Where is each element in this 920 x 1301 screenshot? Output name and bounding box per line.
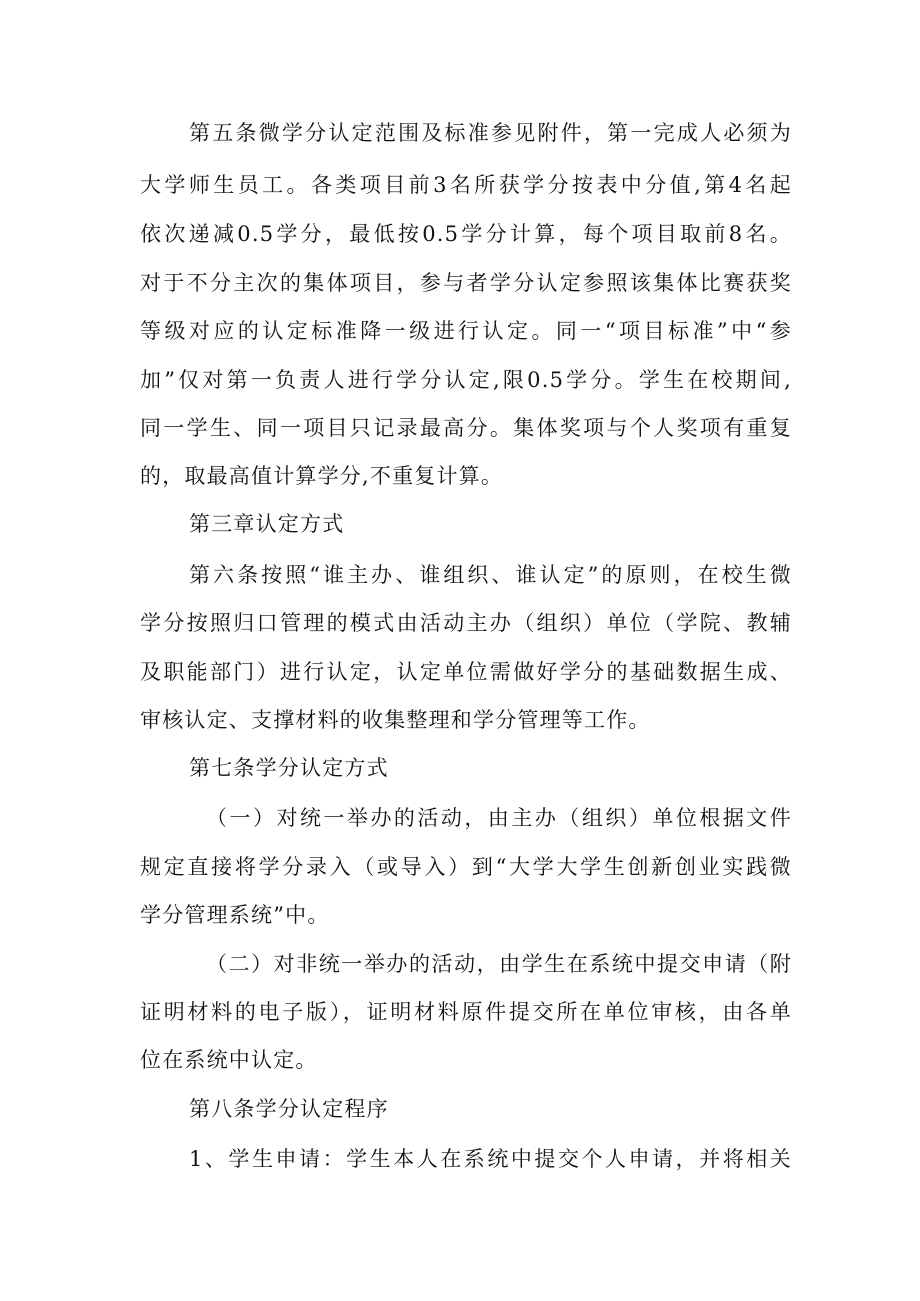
article-5-line-7: 同一学生、同一项目只记录最高分。集体奖项与个人奖项有重复: [140, 416, 792, 440]
article-8-step-1: 1、学生申请：学生本人在系统中提交个人申请，并将相关: [189, 1147, 792, 1171]
article-7-item-1-line-2: 规定直接将学分录入（或导入）到“大学大学生创新创业实践微: [140, 855, 792, 879]
article-7-item-2-line-1: （二）对非统一举办的活动，由学生在系统中提交申请（附: [206, 952, 792, 976]
article-7-item-1-line-1: （一）对统一举办的活动，由主办（组织）单位根据文件: [206, 806, 792, 830]
article-6-line-4: 审核认定、支撑材料的收集整理和学分管理等工作。: [140, 708, 651, 732]
article-7-item-1-line-3: 学分管理系统”中。: [140, 903, 330, 927]
article-7-heading: 第七条学分认定方式: [189, 756, 389, 780]
article-5-line-6: 加”仅对第一负责人进行学分认定,限0.5学分。学生在校期间,: [140, 368, 792, 392]
article-6-line-3: 及职能部门）进行认定，认定单位需做好学分的基础数据生成、: [140, 660, 792, 684]
article-6-line-1: 第六条按照“谁主办、谁组织、谁认定”的原则，在校生微: [189, 563, 792, 587]
article-5-line-2: 大学师生员工。各类项目前3名所获学分按表中分值,第4名起: [140, 173, 792, 197]
chapter-3-heading: 第三章认定方式: [189, 512, 345, 536]
article-5-line-4: 对于不分主次的集体项目，参与者学分认定参照该集体比赛获奖: [140, 271, 792, 295]
article-6-line-2: 学分按照归口管理的模式由活动主办（组织）单位（学院、教辅: [140, 611, 792, 635]
article-5-line-1: 第五条微学分认定范围及标准参见附件，第一完成人必须为: [189, 121, 792, 145]
article-8-heading: 第八条学分认定程序: [189, 1097, 389, 1121]
article-5-line-8: 的，取最高值计算学分,不重复计算。: [140, 464, 504, 488]
article-7-item-2-line-2: 证明材料的电子版），证明材料原件提交所在单位审核，由各单: [140, 1000, 792, 1024]
article-5-line-5: 等级对应的认定标准降一级进行认定。同一“项目标准”中“参: [140, 319, 792, 343]
article-7-item-2-line-3: 位在系统中认定。: [140, 1048, 318, 1072]
article-5-line-3: 依次递减0.5学分，最低按0.5学分计算，每个项目取前8名。: [140, 222, 792, 246]
